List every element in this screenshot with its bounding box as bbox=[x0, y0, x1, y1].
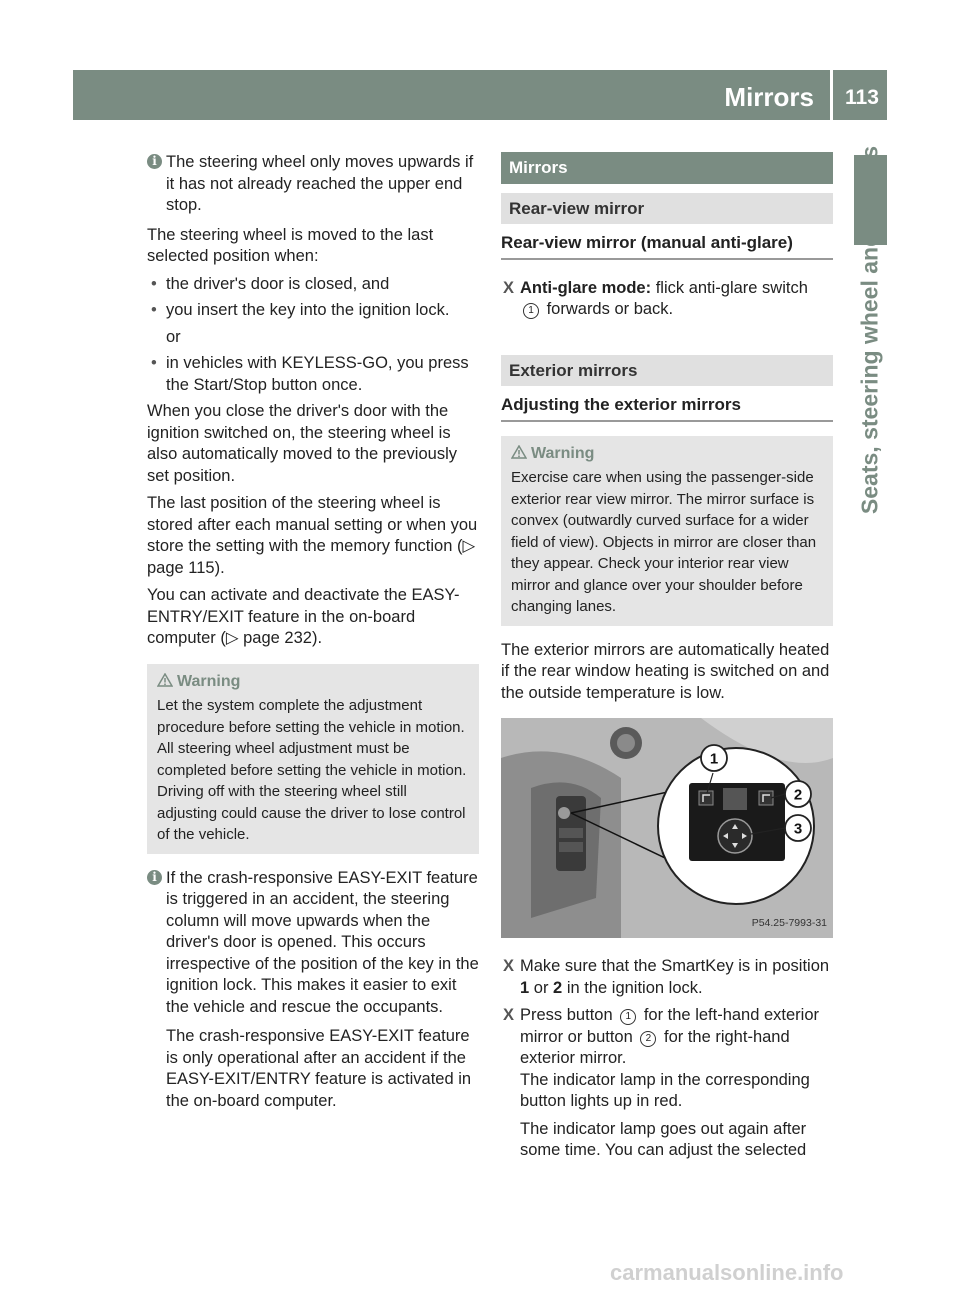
warning-heading bbox=[511, 443, 825, 465]
page-title: Mirrors bbox=[724, 82, 814, 112]
info-note-text-2: The crash-responsive EASY-EXIT feature is only operational after an accident if the EASY-EXIT/ENTRY feature is activated in the on-board computer. bbox=[166, 1027, 472, 1110]
info-note-text: The steering wheel only moves upwards if it has not already reached the upper end stop. bbox=[166, 153, 474, 214]
callout-1: 1 bbox=[709, 750, 719, 768]
subsection-heading: Exterior mirrors bbox=[501, 355, 833, 387]
left-column bbox=[147, 152, 479, 1117]
step-mark: X bbox=[503, 1006, 515, 1024]
info-note-text: If the crash-responsive EASY-EXIT feature is triggered in an accident, the steering column will move upwards when the driver's door is opened. This occurs irrespective of the position of the key in the ignition lock. This makes it easier to exit the vehicle and rescue the occupants. bbox=[166, 868, 479, 1016]
mirror-switch-photo bbox=[501, 718, 833, 938]
ignition-position: 2 bbox=[553, 978, 563, 997]
info-icon: i bbox=[147, 870, 162, 885]
callout-ref: 1 bbox=[620, 1009, 636, 1025]
paragraph: The last position of the steering wheel is stored after each manual setting or when you store the setting with the memory function (▷ page 115). bbox=[147, 494, 478, 577]
page-number: 113 bbox=[845, 86, 879, 109]
step-text: or bbox=[533, 978, 549, 997]
or-text: or bbox=[166, 327, 181, 346]
paragraph: The exterior mirrors are automatically heated if the rear window heating is switched on and the outside temperature is low. bbox=[501, 640, 830, 702]
photo-illustration bbox=[501, 718, 833, 938]
step-text: Press button bbox=[520, 1006, 613, 1024]
section-heading: Mirrors bbox=[501, 152, 833, 184]
step-result: The indicator lamp goes out again after some time. You can adjust the selected bbox=[520, 1119, 807, 1159]
step-text: in the ignition lock. bbox=[566, 978, 703, 997]
callout-ref: 2 bbox=[640, 1031, 656, 1047]
info-icon: i bbox=[147, 154, 162, 169]
chapter-label-text: Seats, steering wheel and mirrors bbox=[856, 145, 883, 515]
step-result: The indicator lamp in the corresponding button lights up in red. bbox=[520, 1070, 810, 1110]
warning-text: Let the system complete the adjustment procedure before setting the vehicle in motion. All steering wheel adjustment must be completed before setting the vehicle in motion. Driving off with the steering wheel still adjusting could cause the driver to lose control of the vehicle. bbox=[157, 697, 467, 843]
callout-3: 3 bbox=[793, 820, 803, 838]
header-divider bbox=[830, 70, 833, 120]
paragraph: The steering wheel is moved to the last selected position when: bbox=[147, 225, 434, 265]
step-mark: X bbox=[503, 278, 515, 297]
step-text: flick anti-glare switch bbox=[655, 278, 808, 297]
topic-heading: Adjusting the exterior mirrors bbox=[501, 394, 833, 422]
instruction-step bbox=[501, 1005, 833, 1162]
warning-text: Exercise care when using the passenger-side exterior rear view mirror. The mirror surface is convex (outwardly curved surface for a wider field of view). Objects in mirror are closer than they appear. Check your interior rear view mirror and glance over your shoulder before changing lanes. bbox=[511, 469, 817, 615]
warning-triangle-icon bbox=[157, 673, 173, 687]
info-note bbox=[147, 868, 479, 1019]
warning-heading bbox=[157, 671, 471, 693]
step-text: for the right-hand exterior mirror. bbox=[520, 1027, 790, 1067]
callout-ref: 1 bbox=[523, 303, 539, 319]
step-text: forwards or back. bbox=[546, 300, 674, 318]
warning-triangle-icon bbox=[511, 445, 527, 459]
paragraph: When you close the driver's door with the ignition switched on, the steering wheel is also automatically moved to the previously set position. bbox=[147, 402, 457, 485]
paragraph: You can activate and deactivate the EASY-ENTRY/EXIT feature in the on-board computer (▷ page 232). bbox=[147, 586, 460, 647]
right-column bbox=[501, 152, 833, 1168]
step-bold-label: Anti-glare mode: bbox=[520, 278, 652, 297]
callout-2: 2 bbox=[793, 786, 803, 804]
instruction-step bbox=[501, 956, 833, 999]
step-mark: X bbox=[503, 957, 515, 975]
step-text: for the left-hand exterior mirror or button bbox=[520, 1006, 820, 1046]
warning-title: Warning bbox=[531, 444, 595, 462]
figure-code: P54.25-7993-31 bbox=[751, 916, 827, 929]
instruction-step bbox=[501, 278, 833, 321]
ignition-position: 1 bbox=[520, 978, 530, 997]
bullet-item: • the driver's door is closed, and bbox=[147, 274, 479, 296]
warning-box bbox=[147, 664, 479, 854]
bullet-item: • you insert the key into the ignition lock. bbox=[147, 300, 479, 322]
topic-heading: Rear-view mirror (manual anti-glare) bbox=[501, 232, 833, 260]
subsection-heading: Rear-view mirror bbox=[501, 193, 833, 225]
info-note bbox=[147, 152, 479, 217]
step-text: Make sure that the SmartKey is in position bbox=[520, 957, 830, 975]
warning-box bbox=[501, 436, 833, 626]
bullet-item: • in vehicles with KEYLESS-GO, you press the Start/Stop button once. bbox=[147, 353, 479, 396]
warning-title: Warning bbox=[177, 672, 241, 690]
watermark: carmanualsonline.info bbox=[610, 1260, 844, 1285]
